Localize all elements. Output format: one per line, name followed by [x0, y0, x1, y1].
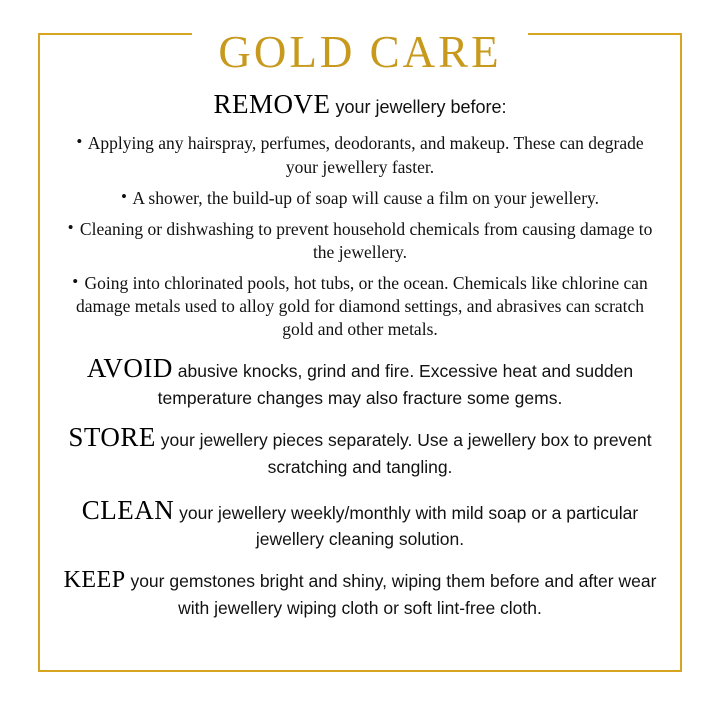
section-store — [62, 420, 658, 479]
clean-body-text: your jewellery weekly/monthly with mild soap or a particular jewellery cleaning solution. — [179, 502, 639, 550]
list-item-text: Applying any hairspray, perfumes, deodorants, and makeup. These can degrade your jewellery faster. — [87, 133, 644, 177]
keyword-clean: CLEAN — [81, 494, 175, 525]
store-text-line — [62, 420, 658, 479]
page-title-container — [0, 28, 720, 78]
keep-body-text: your gemstones bright and shiny, wiping them before and after wear with jewellery wiping cloth or soft lint-free cloth. — [130, 571, 657, 619]
list-item — [62, 272, 658, 341]
list-item — [62, 218, 658, 264]
keep-text-line — [62, 565, 658, 620]
section-remove — [62, 86, 658, 341]
bullet-icon: • — [67, 217, 74, 237]
bullet-icon: • — [120, 186, 127, 206]
keyword-avoid: AVOID — [86, 353, 173, 384]
bullet-icon: • — [76, 132, 83, 152]
list-item — [62, 132, 658, 178]
avoid-body-text: abusive knocks, grind and fire. Excessive heat and sudden temperature changes may also fracture some gems. — [157, 361, 634, 408]
keyword-keep: KEEP — [63, 567, 126, 594]
remove-bullet-list — [62, 132, 658, 341]
avoid-text-line — [62, 351, 658, 410]
bullet-icon: • — [72, 271, 79, 291]
section-keep — [62, 565, 658, 620]
clean-text-line — [62, 493, 658, 552]
care-instructions — [38, 80, 682, 672]
keyword-store: STORE — [68, 421, 156, 452]
page-title: GOLD CARE — [192, 28, 527, 78]
keyword-remove: REMOVE — [213, 89, 331, 119]
list-item — [62, 187, 658, 210]
list-item-text: Going into chlorinated pools, hot tubs, or the ocean. Chemicals like chlorine can damage metals used to alloy gold for diamond settings, and abrasives can scratch gold and other metals. — [75, 272, 648, 340]
list-item-text: Cleaning or dishwashing to prevent household chemicals from causing damage to the jewellery. — [79, 218, 653, 262]
remove-lead-text: your jewellery before: — [335, 97, 507, 117]
store-body-text: your jewellery pieces separately. Use a jewellery box to prevent scratching and tangling. — [160, 429, 652, 477]
section-clean — [62, 493, 658, 552]
section-avoid — [62, 351, 658, 410]
remove-heading-line — [62, 86, 658, 122]
list-item-text: A shower, the build-up of soap will cause a film on your jewellery. — [132, 187, 600, 208]
